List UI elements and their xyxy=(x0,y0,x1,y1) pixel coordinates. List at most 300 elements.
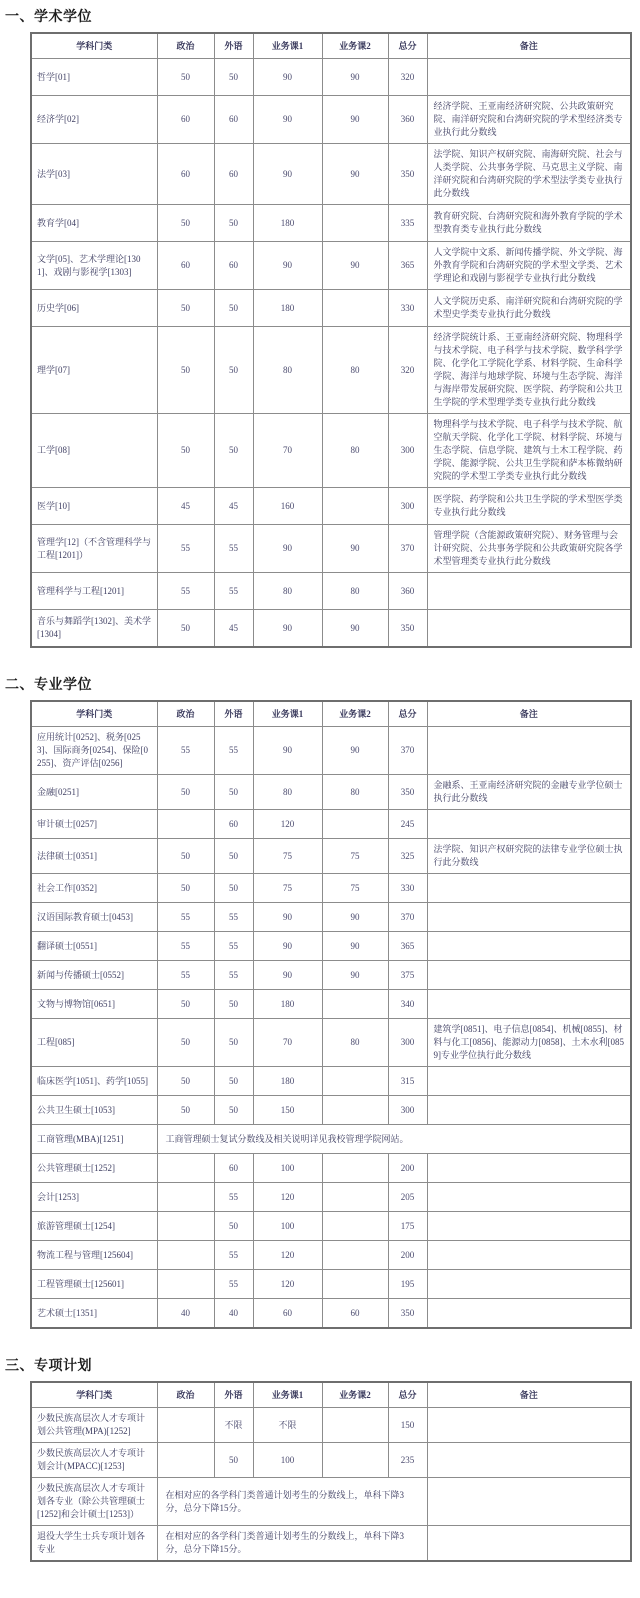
cell-score: 45 xyxy=(214,488,253,525)
cell-score xyxy=(157,1183,214,1212)
cell-remark: 物理科学与技术学院、电子科学与技术学院、航空航天学院、化学化工学院、材料学院、环境与生态学院、信息学院、建筑与土木工程学院、药学院、能源学院、公共卫生学院和萨本栋微纳研究院的学术型工学类专业执行此分数线 xyxy=(427,414,631,488)
cell-score: 325 xyxy=(388,839,427,874)
table-row xyxy=(31,144,631,205)
cell-score: 55 xyxy=(214,961,253,990)
section-academic-degrees xyxy=(5,6,632,648)
table-row xyxy=(31,1183,631,1212)
cell-score: 90 xyxy=(322,932,388,961)
cell-score: 40 xyxy=(214,1299,253,1329)
cell-score xyxy=(157,1212,214,1241)
cell-score xyxy=(322,1241,388,1270)
cell-score: 90 xyxy=(253,903,322,932)
table-row xyxy=(31,961,631,990)
cell-remark: 法学院、知识产权研究院、南海研究院、社会与人类学院、公共事务学院、马克思主义学院、南洋研究院和台湾研究院的学术型法学类专业执行此分数线 xyxy=(427,144,631,205)
score-table-special xyxy=(30,1381,632,1562)
column-header: 业务课2 xyxy=(322,701,388,727)
cell-score: 90 xyxy=(253,932,322,961)
cell-score: 50 xyxy=(157,1096,214,1125)
cell-score: 80 xyxy=(253,327,322,414)
cell-score: 80 xyxy=(322,775,388,810)
cell-score: 100 xyxy=(253,1154,322,1183)
table-row xyxy=(31,990,631,1019)
score-table-professional xyxy=(30,700,632,1329)
column-header: 备注 xyxy=(427,1382,631,1408)
cell-score: 60 xyxy=(157,242,214,290)
cell-score xyxy=(157,810,214,839)
column-header: 业务课2 xyxy=(322,33,388,59)
cell-score: 60 xyxy=(214,96,253,144)
cell-score: 50 xyxy=(157,610,214,648)
cell-remark: 金融系、王亚南经济研究院的金融专业学位硕士执行此分数线 xyxy=(427,775,631,810)
cell-score: 50 xyxy=(157,1019,214,1067)
cell-remark: 管理学院（含能源政策研究院）、财务管理与会计研究院、公共事务学院和公共政策研究院各学术型管理类专业执行此分数线 xyxy=(427,525,631,573)
table-row xyxy=(31,775,631,810)
cell-score: 50 xyxy=(157,990,214,1019)
cell-score: 55 xyxy=(214,573,253,610)
cell-remark xyxy=(427,727,631,775)
cell-score: 90 xyxy=(322,96,388,144)
cell-score: 370 xyxy=(388,903,427,932)
column-header: 总分 xyxy=(388,701,427,727)
cell-score: 370 xyxy=(388,525,427,573)
cell-score: 50 xyxy=(214,775,253,810)
cell-score: 90 xyxy=(322,242,388,290)
cell-note: 在相对应的各学科门类普通计划考生的分数线上，单科下降3分，总分下降15分。 xyxy=(157,1526,427,1562)
cell-score: 75 xyxy=(253,839,322,874)
cell-score: 75 xyxy=(322,874,388,903)
cell-score: 320 xyxy=(388,59,427,96)
cell-score xyxy=(322,1408,388,1443)
cell-discipline: 旅游管理硕士[1254] xyxy=(31,1212,157,1241)
table-row xyxy=(31,290,631,327)
table-row xyxy=(31,610,631,648)
cell-score: 55 xyxy=(214,932,253,961)
cell-score: 340 xyxy=(388,990,427,1019)
cell-score: 50 xyxy=(157,59,214,96)
cell-score: 180 xyxy=(253,1067,322,1096)
cell-score: 300 xyxy=(388,1019,427,1067)
cell-score: 80 xyxy=(322,573,388,610)
table-row xyxy=(31,488,631,525)
cell-score xyxy=(322,1443,388,1478)
cell-score: 90 xyxy=(322,525,388,573)
cell-discipline: 公共管理硕士[1252] xyxy=(31,1154,157,1183)
cell-note: 工商管理硕士复试分数线及相关说明详见我校管理学院网站。 xyxy=(157,1125,631,1154)
cell-score: 180 xyxy=(253,990,322,1019)
cell-score: 90 xyxy=(253,242,322,290)
cell-remark: 法学院、知识产权研究院的法律专业学位硕士执行此分数线 xyxy=(427,839,631,874)
cell-score xyxy=(157,1270,214,1299)
cell-score: 55 xyxy=(157,525,214,573)
table-row xyxy=(31,573,631,610)
cell-score: 300 xyxy=(388,488,427,525)
cell-remark xyxy=(427,1526,631,1562)
cell-score: 50 xyxy=(157,1067,214,1096)
cell-score: 55 xyxy=(214,525,253,573)
cell-score: 120 xyxy=(253,1241,322,1270)
cell-score: 300 xyxy=(388,414,427,488)
cell-discipline: 工商管理(MBA)[1251] xyxy=(31,1125,157,1154)
cell-discipline: 工程[085] xyxy=(31,1019,157,1067)
cell-score: 200 xyxy=(388,1241,427,1270)
cell-discipline: 少数民族高层次人才专项计划各专业（除公共管理硕士[1252]和会计硕士[1253]） xyxy=(31,1478,157,1526)
table-row xyxy=(31,1212,631,1241)
table-row xyxy=(31,1299,631,1329)
table-row xyxy=(31,96,631,144)
cell-score: 55 xyxy=(157,961,214,990)
table-row xyxy=(31,1241,631,1270)
cell-score: 320 xyxy=(388,327,427,414)
cell-score: 150 xyxy=(388,1408,427,1443)
cell-discipline: 医学[10] xyxy=(31,488,157,525)
column-header: 总分 xyxy=(388,1382,427,1408)
table-row xyxy=(31,1443,631,1478)
cell-score: 50 xyxy=(157,775,214,810)
section-title-special: 三、专项计划 xyxy=(5,1357,92,1373)
cell-score: 55 xyxy=(157,727,214,775)
cell-discipline: 教育学[04] xyxy=(31,205,157,242)
table-row xyxy=(31,1067,631,1096)
cell-remark xyxy=(427,610,631,648)
cell-score: 90 xyxy=(253,525,322,573)
cell-score: 90 xyxy=(253,961,322,990)
cell-remark: 建筑学[0851]、电子信息[0854]、机械[0855]、材料与化工[0856]、能源动力[0858]、土木水利[0859]专业学位执行此分数线 xyxy=(427,1019,631,1067)
cell-score: 60 xyxy=(157,144,214,205)
cell-discipline: 金融[0251] xyxy=(31,775,157,810)
cell-score: 120 xyxy=(253,1270,322,1299)
column-header: 学科门类 xyxy=(31,701,157,727)
cell-score: 350 xyxy=(388,1299,427,1329)
cell-score: 不限 xyxy=(253,1408,322,1443)
table-row xyxy=(31,1270,631,1299)
cell-score: 50 xyxy=(214,1096,253,1125)
cell-score: 350 xyxy=(388,144,427,205)
cell-remark xyxy=(427,1183,631,1212)
column-header: 外语 xyxy=(214,701,253,727)
column-header: 备注 xyxy=(427,701,631,727)
table-row xyxy=(31,839,631,874)
cell-score: 45 xyxy=(157,488,214,525)
table-row xyxy=(31,1096,631,1125)
table-header xyxy=(31,33,631,59)
cell-score: 60 xyxy=(214,144,253,205)
cell-score: 55 xyxy=(157,573,214,610)
cell-discipline: 翻译硕士[0551] xyxy=(31,932,157,961)
cell-remark xyxy=(427,810,631,839)
cell-score: 90 xyxy=(322,144,388,205)
cell-score: 195 xyxy=(388,1270,427,1299)
cell-score: 360 xyxy=(388,573,427,610)
cell-remark xyxy=(427,573,631,610)
cell-score: 90 xyxy=(253,96,322,144)
cell-discipline: 会计[1253] xyxy=(31,1183,157,1212)
cell-remark xyxy=(427,932,631,961)
table-row xyxy=(31,59,631,96)
column-header: 业务课1 xyxy=(253,33,322,59)
cell-score: 330 xyxy=(388,290,427,327)
cell-score: 100 xyxy=(253,1212,322,1241)
cell-remark xyxy=(427,59,631,96)
cell-discipline: 物流工程与管理[125604] xyxy=(31,1241,157,1270)
column-header: 备注 xyxy=(427,33,631,59)
column-header: 业务课1 xyxy=(253,1382,322,1408)
cell-score: 50 xyxy=(214,1212,253,1241)
cell-score: 55 xyxy=(214,1270,253,1299)
cell-discipline: 少数民族高层次人才专项计划公共管理(MPA)[1252] xyxy=(31,1408,157,1443)
cell-remark: 人文学院中文系、新闻传播学院、外文学院、海外教育学院和台湾研究院的学术型文学类、艺术学理论和戏剧与影视学专业执行此分数线 xyxy=(427,242,631,290)
cell-remark xyxy=(427,903,631,932)
cell-score: 160 xyxy=(253,488,322,525)
cell-remark xyxy=(427,1096,631,1125)
column-header: 学科门类 xyxy=(31,1382,157,1408)
cell-discipline: 音乐与舞蹈学[1302]、美术学[1304] xyxy=(31,610,157,648)
cell-score: 50 xyxy=(214,205,253,242)
cell-score: 50 xyxy=(157,290,214,327)
table-row xyxy=(31,205,631,242)
table-header xyxy=(31,1382,631,1408)
cell-score: 365 xyxy=(388,932,427,961)
table-row xyxy=(31,242,631,290)
cell-discipline: 社会工作[0352] xyxy=(31,874,157,903)
column-header: 业务课2 xyxy=(322,1382,388,1408)
cell-score: 50 xyxy=(214,990,253,1019)
cell-score: 370 xyxy=(388,727,427,775)
table-row xyxy=(31,810,631,839)
cell-score: 245 xyxy=(388,810,427,839)
cell-discipline: 法学[03] xyxy=(31,144,157,205)
cell-remark: 经济学院、王亚南经济研究院、公共政策研究院、南洋研究院和台湾研究院的学术型经济类专业执行此分数线 xyxy=(427,96,631,144)
table-body xyxy=(31,727,631,1329)
header-row xyxy=(31,1382,631,1408)
table-row xyxy=(31,874,631,903)
cell-remark xyxy=(427,874,631,903)
cell-score: 75 xyxy=(253,874,322,903)
cell-score: 80 xyxy=(253,573,322,610)
cell-remark: 医学院、药学院和公共卫生学院的学术型医学类专业执行此分数线 xyxy=(427,488,631,525)
cell-remark xyxy=(427,1154,631,1183)
cell-score: 不限 xyxy=(214,1408,253,1443)
cell-score: 80 xyxy=(253,775,322,810)
cell-remark xyxy=(427,990,631,1019)
cell-discipline: 审计硕士[0257] xyxy=(31,810,157,839)
cell-score: 335 xyxy=(388,205,427,242)
cell-score: 70 xyxy=(253,414,322,488)
cell-score xyxy=(157,1443,214,1478)
cell-score xyxy=(322,1096,388,1125)
table-body xyxy=(31,59,631,648)
cell-score: 60 xyxy=(157,96,214,144)
cell-score: 50 xyxy=(214,1067,253,1096)
cell-score: 205 xyxy=(388,1183,427,1212)
cell-score: 90 xyxy=(322,961,388,990)
column-header: 政治 xyxy=(157,701,214,727)
cell-discipline: 理学[07] xyxy=(31,327,157,414)
cell-remark xyxy=(427,1299,631,1329)
column-header: 外语 xyxy=(214,1382,253,1408)
cell-score xyxy=(322,1270,388,1299)
cell-score: 70 xyxy=(253,1019,322,1067)
cell-score: 80 xyxy=(322,414,388,488)
cell-score: 365 xyxy=(388,242,427,290)
cell-score: 90 xyxy=(322,59,388,96)
cell-score: 180 xyxy=(253,290,322,327)
cell-score: 50 xyxy=(157,205,214,242)
cell-remark: 人文学院历史系、南洋研究院和台湾研究院的学术型史学类专业执行此分数线 xyxy=(427,290,631,327)
cell-discipline: 管理学[12]（不含管理科学与工程[1201]） xyxy=(31,525,157,573)
cell-score xyxy=(322,205,388,242)
cell-discipline: 新闻与传播硕士[0552] xyxy=(31,961,157,990)
column-header: 总分 xyxy=(388,33,427,59)
cell-score: 50 xyxy=(157,414,214,488)
score-table-academic xyxy=(30,32,632,648)
cell-score: 80 xyxy=(322,1019,388,1067)
cell-score: 55 xyxy=(214,727,253,775)
cell-remark xyxy=(427,961,631,990)
cell-score: 50 xyxy=(214,874,253,903)
cell-score: 80 xyxy=(322,327,388,414)
column-header: 政治 xyxy=(157,1382,214,1408)
cell-score xyxy=(322,290,388,327)
cell-score: 50 xyxy=(214,1443,253,1478)
cell-remark: 经济学院统计系、王亚南经济研究院、物理科学与技术学院、电子科学与技术学院、数学科学学院、化学化工学院化学系、材料学院、生命科学学院、海洋与地球学院、环境与生态学院、海洋与海岸带发展研究院、医学院、药学院和公共卫生学院的学术型理学类专业执行此分数线 xyxy=(427,327,631,414)
cell-discipline: 临床医学[1051]、药学[1055] xyxy=(31,1067,157,1096)
cell-score: 40 xyxy=(157,1299,214,1329)
cell-score: 60 xyxy=(322,1299,388,1329)
cell-score: 45 xyxy=(214,610,253,648)
cell-score xyxy=(322,1154,388,1183)
cell-discipline: 哲学[01] xyxy=(31,59,157,96)
cell-score: 50 xyxy=(157,874,214,903)
cell-discipline: 历史学[06] xyxy=(31,290,157,327)
cell-score xyxy=(322,990,388,1019)
table-row xyxy=(31,903,631,932)
cell-remark: 教育研究院、台湾研究院和海外教育学院的学术型教育类专业执行此分数线 xyxy=(427,205,631,242)
table-row xyxy=(31,932,631,961)
cell-score xyxy=(322,1212,388,1241)
column-header: 业务课1 xyxy=(253,701,322,727)
cell-discipline: 文物与博物馆[0651] xyxy=(31,990,157,1019)
cell-score: 50 xyxy=(214,414,253,488)
cell-score: 50 xyxy=(214,290,253,327)
table-row xyxy=(31,1154,631,1183)
cell-note: 在相对应的各学科门类普通计划考生的分数线上，单科下降3分，总分下降15分。 xyxy=(157,1478,427,1526)
cell-remark xyxy=(427,1478,631,1526)
cell-remark xyxy=(427,1408,631,1443)
cell-score: 90 xyxy=(322,610,388,648)
cell-score: 350 xyxy=(388,775,427,810)
cell-score: 100 xyxy=(253,1443,322,1478)
cell-discipline: 少数民族高层次人才专项计划会计(MPACC)[1253] xyxy=(31,1443,157,1478)
column-header: 外语 xyxy=(214,33,253,59)
table-row xyxy=(31,1125,631,1154)
cell-score: 90 xyxy=(253,144,322,205)
cell-score: 55 xyxy=(214,1241,253,1270)
table-row xyxy=(31,727,631,775)
cell-score: 50 xyxy=(214,1019,253,1067)
cell-score: 60 xyxy=(253,1299,322,1329)
table-body xyxy=(31,1408,631,1562)
cell-score: 315 xyxy=(388,1067,427,1096)
column-header: 学科门类 xyxy=(31,33,157,59)
cell-score: 375 xyxy=(388,961,427,990)
cell-remark xyxy=(427,1443,631,1478)
cell-score: 75 xyxy=(322,839,388,874)
cell-score: 120 xyxy=(253,810,322,839)
cell-score: 330 xyxy=(388,874,427,903)
cell-discipline: 工程管理硕士[125601] xyxy=(31,1270,157,1299)
cell-score: 90 xyxy=(322,903,388,932)
cell-score xyxy=(322,810,388,839)
cell-score: 200 xyxy=(388,1154,427,1183)
cell-score xyxy=(157,1154,214,1183)
cell-score: 55 xyxy=(214,1183,253,1212)
cell-discipline: 退役大学生士兵专项计划各专业 xyxy=(31,1526,157,1562)
cell-score: 60 xyxy=(214,1154,253,1183)
cell-score: 360 xyxy=(388,96,427,144)
section-title-professional: 二、专业学位 xyxy=(5,676,92,692)
header-row xyxy=(31,33,631,59)
cell-remark xyxy=(427,1241,631,1270)
cell-score: 120 xyxy=(253,1183,322,1212)
cell-score: 60 xyxy=(214,242,253,290)
table-row xyxy=(31,1019,631,1067)
cell-score: 150 xyxy=(253,1096,322,1125)
column-header: 政治 xyxy=(157,33,214,59)
cell-remark xyxy=(427,1067,631,1096)
cell-score: 90 xyxy=(253,610,322,648)
cell-discipline: 工学[08] xyxy=(31,414,157,488)
cell-discipline: 艺术硕士[1351] xyxy=(31,1299,157,1329)
cell-score: 60 xyxy=(214,810,253,839)
cell-score: 90 xyxy=(253,59,322,96)
cell-score: 50 xyxy=(214,59,253,96)
cell-score: 175 xyxy=(388,1212,427,1241)
cell-discipline: 应用统计[0252]、税务[0253]、国际商务[0254]、保险[0255]、资产评估[0256] xyxy=(31,727,157,775)
cell-discipline: 经济学[02] xyxy=(31,96,157,144)
table-row xyxy=(31,1408,631,1443)
table-row xyxy=(31,1478,631,1526)
table-row xyxy=(31,414,631,488)
cell-score xyxy=(322,1183,388,1212)
cell-score: 300 xyxy=(388,1096,427,1125)
cell-score: 235 xyxy=(388,1443,427,1478)
section-special-programs xyxy=(5,1355,632,1562)
cell-score: 55 xyxy=(157,903,214,932)
cell-score: 55 xyxy=(214,903,253,932)
header-row xyxy=(31,701,631,727)
cell-discipline: 汉语国际教育硕士[0453] xyxy=(31,903,157,932)
cell-score xyxy=(322,488,388,525)
cell-discipline: 法律硕士[0351] xyxy=(31,839,157,874)
cell-score: 350 xyxy=(388,610,427,648)
section-professional-degrees xyxy=(5,674,632,1329)
cell-score: 50 xyxy=(157,327,214,414)
cell-score: 90 xyxy=(322,727,388,775)
cell-score xyxy=(157,1241,214,1270)
table-row xyxy=(31,327,631,414)
cell-score: 180 xyxy=(253,205,322,242)
cell-score: 50 xyxy=(214,327,253,414)
cell-discipline: 公共卫生硕士[1053] xyxy=(31,1096,157,1125)
cell-score: 90 xyxy=(253,727,322,775)
cell-discipline: 管理科学与工程[1201] xyxy=(31,573,157,610)
cell-remark xyxy=(427,1270,631,1299)
table-row xyxy=(31,525,631,573)
cell-score: 50 xyxy=(214,839,253,874)
cell-score xyxy=(322,1067,388,1096)
cell-remark xyxy=(427,1212,631,1241)
cell-score xyxy=(157,1408,214,1443)
